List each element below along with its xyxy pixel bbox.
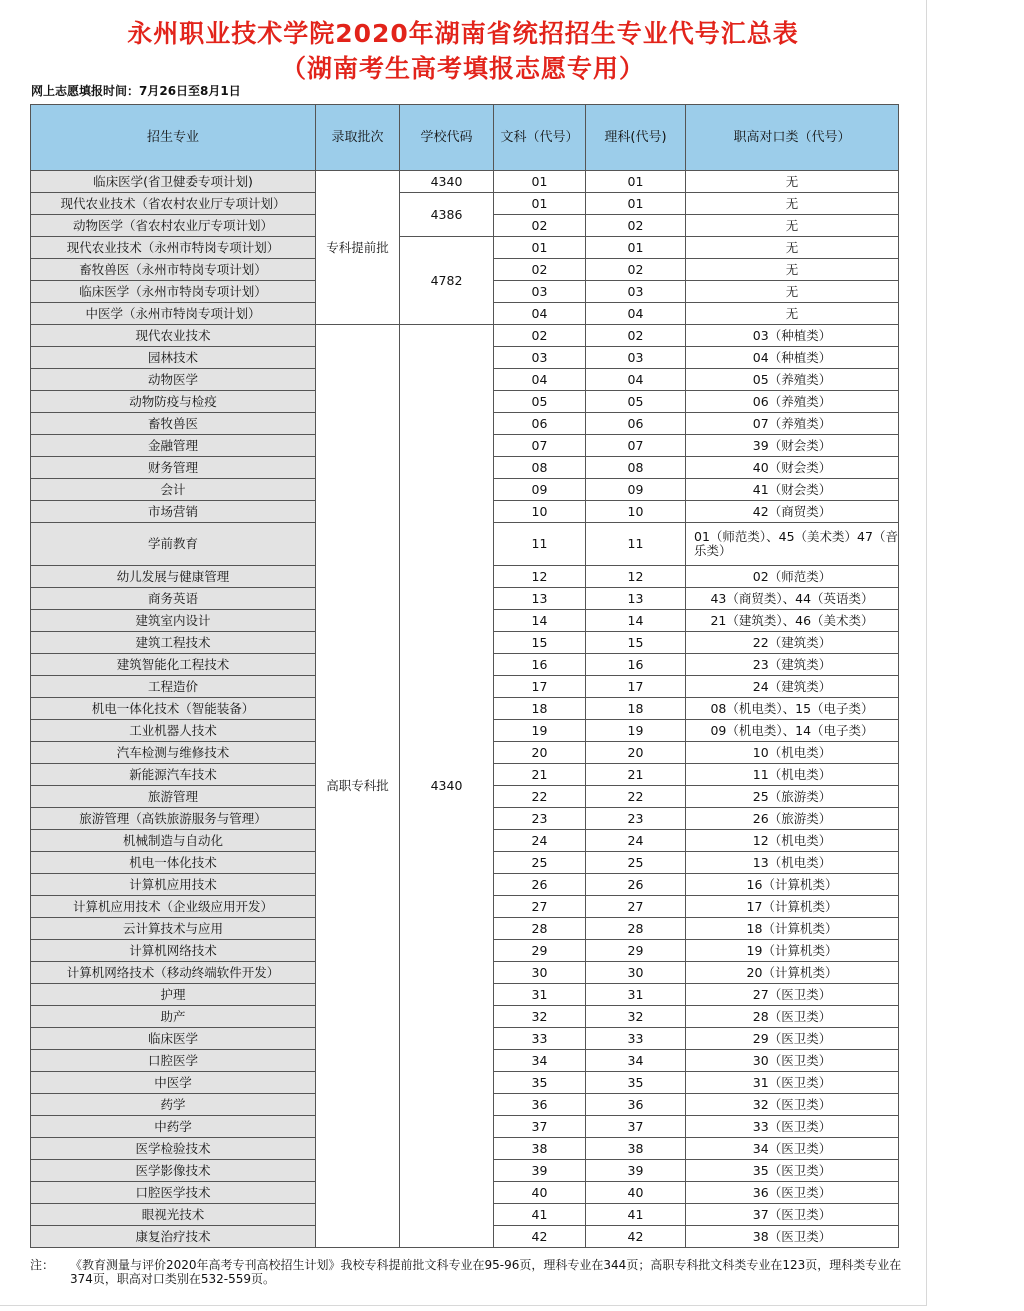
arts-code: 27 (494, 896, 586, 918)
science-code: 42 (586, 1226, 686, 1248)
major-name: 畜牧兽医 (31, 413, 316, 435)
vocational-code: 35（医卫类） (686, 1160, 899, 1182)
arts-code: 36 (494, 1094, 586, 1116)
major-name: 中药学 (31, 1116, 316, 1138)
arts-code: 10 (494, 501, 586, 523)
science-code: 02 (586, 215, 686, 237)
arts-code: 09 (494, 479, 586, 501)
science-code: 02 (586, 325, 686, 347)
arts-code: 34 (494, 1050, 586, 1072)
table-row (31, 325, 899, 347)
vocational-code: 25（旅游类） (686, 786, 899, 808)
table-row (31, 237, 899, 259)
science-code: 40 (586, 1182, 686, 1204)
vocational-code: 36（医卫类） (686, 1182, 899, 1204)
major-name: 工业机器人技术 (31, 720, 316, 742)
arts-code: 15 (494, 632, 586, 654)
arts-code: 35 (494, 1072, 586, 1094)
arts-code: 41 (494, 1204, 586, 1226)
arts-code: 22 (494, 786, 586, 808)
vocational-code: 24（建筑类） (686, 676, 899, 698)
arts-code: 02 (494, 325, 586, 347)
major-name: 建筑工程技术 (31, 632, 316, 654)
arts-code: 39 (494, 1160, 586, 1182)
science-code: 27 (586, 896, 686, 918)
batch-cell: 专科提前批 (316, 171, 400, 325)
header-vocational-code: 职高对口类（代号） (686, 105, 899, 171)
vocational-code: 07（养殖类） (686, 413, 899, 435)
major-name: 幼儿发展与健康管理 (31, 566, 316, 588)
science-code: 32 (586, 1006, 686, 1028)
vocational-code: 无 (686, 303, 899, 325)
major-name: 护理 (31, 984, 316, 1006)
vocational-code: 34（医卫类） (686, 1138, 899, 1160)
vocational-code: 01（师范类）、45（美术类）47（音乐类） (686, 523, 899, 566)
arts-code: 01 (494, 237, 586, 259)
arts-code: 33 (494, 1028, 586, 1050)
arts-code: 04 (494, 303, 586, 325)
vocational-code: 10（机电类） (686, 742, 899, 764)
application-period: 网上志愿填报时间：7月26日至8月1日 (31, 84, 241, 98)
science-code: 23 (586, 808, 686, 830)
vocational-code: 无 (686, 215, 899, 237)
page-subtitle: （湖南考生高考填报志愿专用） (280, 54, 645, 83)
major-name: 计算机网络技术 (31, 940, 316, 962)
table-header-row (31, 105, 899, 171)
science-code: 06 (586, 413, 686, 435)
major-name: 医学检验技术 (31, 1138, 316, 1160)
science-code: 26 (586, 874, 686, 896)
arts-code: 37 (494, 1116, 586, 1138)
vocational-code: 20（计算机类） (686, 962, 899, 984)
major-name: 旅游管理（高铁旅游服务与管理） (31, 808, 316, 830)
footnote (30, 1258, 910, 1286)
vocational-code: 05（养殖类） (686, 369, 899, 391)
major-name: 现代农业技术（永州市特岗专项计划） (31, 237, 316, 259)
science-code: 02 (586, 259, 686, 281)
arts-code: 07 (494, 435, 586, 457)
science-code: 07 (586, 435, 686, 457)
arts-code: 11 (494, 523, 586, 566)
arts-code: 25 (494, 852, 586, 874)
table-row (31, 171, 899, 193)
major-name: 畜牧兽医（永州市特岗专项计划） (31, 259, 316, 281)
science-code: 10 (586, 501, 686, 523)
major-name: 建筑智能化工程技术 (31, 654, 316, 676)
science-code: 01 (586, 171, 686, 193)
science-code: 15 (586, 632, 686, 654)
school-code-cell: 4386 (400, 193, 494, 237)
science-code: 11 (586, 523, 686, 566)
school-code-cell: 4340 (400, 171, 494, 193)
batch-cell: 高职专科批 (316, 325, 400, 1248)
arts-code: 31 (494, 984, 586, 1006)
vocational-code: 04（种植类） (686, 347, 899, 369)
science-code: 09 (586, 479, 686, 501)
science-code: 05 (586, 391, 686, 413)
major-name: 云计算技术与应用 (31, 918, 316, 940)
arts-code: 26 (494, 874, 586, 896)
header-arts-code: 文科（代号） (494, 105, 586, 171)
vocational-code: 28（医卫类） (686, 1006, 899, 1028)
major-name: 动物医学 (31, 369, 316, 391)
science-code: 24 (586, 830, 686, 852)
arts-code: 17 (494, 676, 586, 698)
arts-code: 04 (494, 369, 586, 391)
vocational-code: 27（医卫类） (686, 984, 899, 1006)
major-name: 机电一体化技术 (31, 852, 316, 874)
science-code: 04 (586, 369, 686, 391)
major-name: 医学影像技术 (31, 1160, 316, 1182)
arts-code: 12 (494, 566, 586, 588)
major-name: 临床医学(省卫健委专项计划) (31, 171, 316, 193)
science-code: 41 (586, 1204, 686, 1226)
science-code: 37 (586, 1116, 686, 1138)
vocational-code: 26（旅游类） (686, 808, 899, 830)
table-row (31, 193, 899, 215)
science-code: 18 (586, 698, 686, 720)
major-name: 园林技术 (31, 347, 316, 369)
vocational-code: 18（计算机类） (686, 918, 899, 940)
major-name: 商务英语 (31, 588, 316, 610)
science-code: 20 (586, 742, 686, 764)
major-name: 临床医学 (31, 1028, 316, 1050)
major-name: 计算机网络技术（移动终端软件开发） (31, 962, 316, 984)
major-name: 金融管理 (31, 435, 316, 457)
science-code: 03 (586, 347, 686, 369)
school-code-cell: 4782 (400, 237, 494, 325)
vocational-code: 29（医卫类） (686, 1028, 899, 1050)
major-name: 新能源汽车技术 (31, 764, 316, 786)
major-name: 机械制造与自动化 (31, 830, 316, 852)
major-name: 中医学 (31, 1072, 316, 1094)
science-code: 33 (586, 1028, 686, 1050)
major-name: 汽车检测与维修技术 (31, 742, 316, 764)
science-code: 34 (586, 1050, 686, 1072)
page-title: 永州职业技术学院2020年湖南省统招招生专业代号汇总表 (127, 19, 799, 48)
vocational-code: 33（医卫类） (686, 1116, 899, 1138)
arts-code: 01 (494, 171, 586, 193)
science-code: 14 (586, 610, 686, 632)
vocational-code: 42（商贸类） (686, 501, 899, 523)
major-name: 助产 (31, 1006, 316, 1028)
vocational-code: 无 (686, 171, 899, 193)
science-code: 22 (586, 786, 686, 808)
science-code: 38 (586, 1138, 686, 1160)
vocational-code: 08（机电类）、15（电子类） (686, 698, 899, 720)
major-name: 眼视光技术 (31, 1204, 316, 1226)
science-code: 28 (586, 918, 686, 940)
major-name: 口腔医学技术 (31, 1182, 316, 1204)
vocational-code: 13（机电类） (686, 852, 899, 874)
major-name: 康复治疗技术 (31, 1226, 316, 1248)
vocational-code: 32（医卫类） (686, 1094, 899, 1116)
arts-code: 13 (494, 588, 586, 610)
vocational-code: 40（财会类） (686, 457, 899, 479)
science-code: 30 (586, 962, 686, 984)
major-code-table (30, 104, 899, 1248)
science-code: 36 (586, 1094, 686, 1116)
science-code: 01 (586, 193, 686, 215)
major-name: 建筑室内设计 (31, 610, 316, 632)
major-name: 机电一体化技术（智能装备） (31, 698, 316, 720)
arts-code: 08 (494, 457, 586, 479)
major-name: 动物医学（省农村农业厅专项计划） (31, 215, 316, 237)
major-name: 动物防疫与检疫 (31, 391, 316, 413)
arts-code: 30 (494, 962, 586, 984)
vocational-code: 31（医卫类） (686, 1072, 899, 1094)
vocational-code: 12（机电类） (686, 830, 899, 852)
science-code: 16 (586, 654, 686, 676)
vocational-code: 无 (686, 193, 899, 215)
vocational-code: 03（种植类） (686, 325, 899, 347)
science-code: 01 (586, 237, 686, 259)
vocational-code: 30（医卫类） (686, 1050, 899, 1072)
major-name: 计算机应用技术 (31, 874, 316, 896)
arts-code: 01 (494, 193, 586, 215)
major-name: 现代农业技术 (31, 325, 316, 347)
major-name: 临床医学（永州市特岗专项计划） (31, 281, 316, 303)
major-name: 学前教育 (31, 523, 316, 566)
arts-code: 28 (494, 918, 586, 940)
vocational-code: 23（建筑类） (686, 654, 899, 676)
vocational-code: 39（财会类） (686, 435, 899, 457)
header-major: 招生专业 (31, 105, 316, 171)
vocational-code: 02（师范类） (686, 566, 899, 588)
science-code: 08 (586, 457, 686, 479)
header-batch: 录取批次 (316, 105, 400, 171)
major-name: 口腔医学 (31, 1050, 316, 1072)
vocational-code: 41（财会类） (686, 479, 899, 501)
vocational-code: 11（机电类） (686, 764, 899, 786)
vocational-code: 21（建筑类）、46（美术类） (686, 610, 899, 632)
arts-code: 05 (494, 391, 586, 413)
major-name: 现代农业技术（省农村农业厅专项计划） (31, 193, 316, 215)
science-code: 31 (586, 984, 686, 1006)
vocational-code: 09（机电类）、14（电子类） (686, 720, 899, 742)
science-code: 25 (586, 852, 686, 874)
arts-code: 19 (494, 720, 586, 742)
vocational-code: 无 (686, 237, 899, 259)
science-code: 39 (586, 1160, 686, 1182)
science-code: 21 (586, 764, 686, 786)
vocational-code: 38（医卫类） (686, 1226, 899, 1248)
arts-code: 02 (494, 215, 586, 237)
arts-code: 02 (494, 259, 586, 281)
arts-code: 03 (494, 281, 586, 303)
major-name: 市场营销 (31, 501, 316, 523)
arts-code: 18 (494, 698, 586, 720)
science-code: 04 (586, 303, 686, 325)
science-code: 03 (586, 281, 686, 303)
arts-code: 03 (494, 347, 586, 369)
header-school-code: 学校代码 (400, 105, 494, 171)
vocational-code: 无 (686, 259, 899, 281)
arts-code: 20 (494, 742, 586, 764)
science-code: 19 (586, 720, 686, 742)
school-code-cell: 4340 (400, 325, 494, 1248)
major-name: 工程造价 (31, 676, 316, 698)
vocational-code: 19（计算机类） (686, 940, 899, 962)
science-code: 35 (586, 1072, 686, 1094)
vocational-code: 17（计算机类） (686, 896, 899, 918)
science-code: 29 (586, 940, 686, 962)
science-code: 13 (586, 588, 686, 610)
major-name: 财务管理 (31, 457, 316, 479)
arts-code: 24 (494, 830, 586, 852)
arts-code: 40 (494, 1182, 586, 1204)
header-science-code: 理科(代号) (586, 105, 686, 171)
arts-code: 16 (494, 654, 586, 676)
arts-code: 38 (494, 1138, 586, 1160)
vocational-code: 无 (686, 281, 899, 303)
vocational-code: 16（计算机类） (686, 874, 899, 896)
arts-code: 23 (494, 808, 586, 830)
vocational-code: 43（商贸类）、44（英语类） (686, 588, 899, 610)
major-name: 药学 (31, 1094, 316, 1116)
vocational-code: 06（养殖类） (686, 391, 899, 413)
science-code: 12 (586, 566, 686, 588)
science-code: 17 (586, 676, 686, 698)
footnote-text: 《教育测量与评价2020年高考专刊高校招生计划》我校专科提前批文科专业在95-96页，理科专业在344页；高职专科批文科类专业在123页，理科类专业在374页，职高对口类别在532-559页。 (70, 1258, 902, 1286)
arts-code: 29 (494, 940, 586, 962)
arts-code: 21 (494, 764, 586, 786)
major-name: 中医学（永州市特岗专项计划） (31, 303, 316, 325)
vocational-code: 37（医卫类） (686, 1204, 899, 1226)
arts-code: 42 (494, 1226, 586, 1248)
arts-code: 06 (494, 413, 586, 435)
major-name: 会计 (31, 479, 316, 501)
arts-code: 14 (494, 610, 586, 632)
footnote-label: 注： (30, 1258, 55, 1272)
arts-code: 32 (494, 1006, 586, 1028)
major-name: 旅游管理 (31, 786, 316, 808)
vocational-code: 22（建筑类） (686, 632, 899, 654)
major-name: 计算机应用技术（企业级应用开发） (31, 896, 316, 918)
